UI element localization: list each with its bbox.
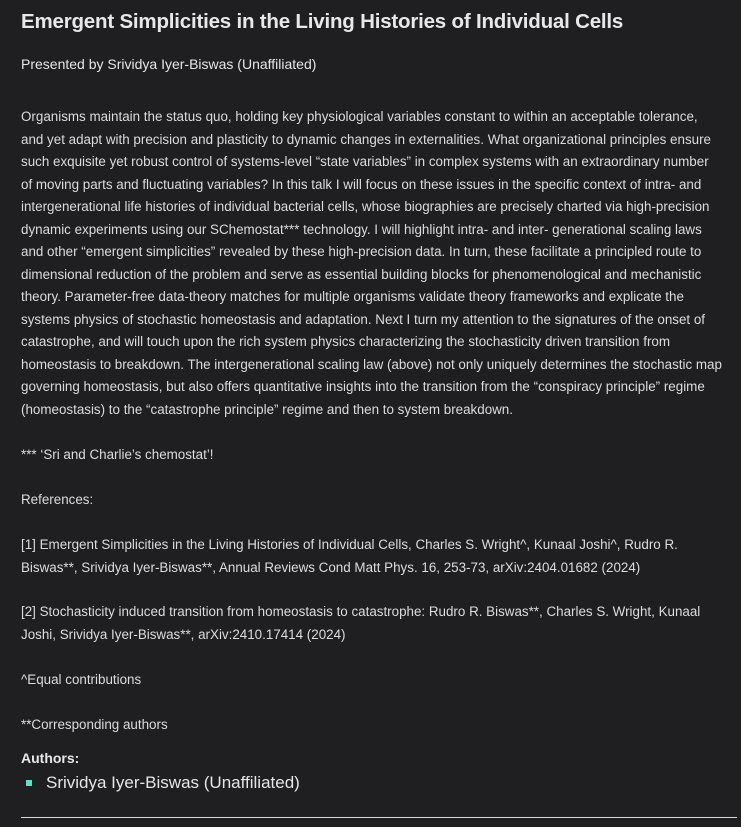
references-heading: References: bbox=[21, 492, 94, 507]
author-list bbox=[21, 772, 300, 794]
page-title: Emergent Simplicities in the Living Histories of Individual Cells bbox=[21, 10, 624, 33]
bullet-icon bbox=[26, 780, 32, 786]
reference-item: [2] Stochasticity induced transition from homeostasis to catastrophe: Rudro R. Biswas**, Charles S. Wright, Kunaal Joshi, Srividya Iyer-Biswas**, arXiv:2410.17414 (2024) bbox=[21, 604, 701, 642]
equal-contributions-note: ^Equal contributions bbox=[21, 672, 142, 687]
chemostat-footnote: *** ‘Sri and Charlie’s chemostat’! bbox=[21, 447, 214, 462]
corresponding-authors-note: **Corresponding authors bbox=[21, 717, 168, 732]
author-list-item bbox=[21, 772, 300, 794]
bottom-divider bbox=[21, 817, 737, 818]
reference-item: [1] Emergent Simplicities in the Living Histories of Individual Cells, Charles S. Wright^, Kunaal Joshi^, Rudro R. Biswas**, Srividya Iyer-Biswas**, Annual Reviews Cond Matt Phys. 16, 253-73, arXiv:2404.01682 (2024) bbox=[21, 537, 678, 575]
author-name: Srividya Iyer-Biswas (Unaffiliated) bbox=[46, 773, 300, 792]
abstract-text: Organisms maintain the status quo, holding key physiological variables constant to within an acceptable tolerance, and yet adapt with precision and plasticity to dynamic changes in externalities. What organizational principles ensure such exquisite yet robust control of systems-level “state variables” in complex systems with an extraordinary number of moving parts and fluctuating variables? In this talk I will focus on these issues in the specific context of intra- and intergenerational life histories of individual bacterial cells, whose biographies are precisely charted via high-precision dynamic experiments using our SChemostat*** technology. I will highlight intra- and inter- generational scaling laws and other “emergent simplicities” revealed by these high-precision data. In turn, these facilitate a principled route to dimensional reduction of the problem and serve as essential building blocks for phenomenological and mechanistic theory. Parameter-free data-theory matches for multiple organisms validate theory frameworks and explicate the systems physics of stochastic homeostasis and adaptation. Next I turn my attention to the signatures of the onset of catastrophe, and will touch upon the rich system physics characterizing the stochasticity driven transition from homeostasis to breakdown. The intergenerational scaling law (above) not only uniquely determines the stochastic map governing homeostasis, but also offers quantitative insights into the transition from the “conspiracy principle” regime (homeostasis) to the “catastrophe principle” regime and then to system breakdown. bbox=[21, 109, 722, 417]
authors-heading: Authors: bbox=[21, 750, 80, 766]
presenter-line: Presented by Srividya Iyer-Biswas (Unaffiliated) bbox=[21, 56, 317, 72]
